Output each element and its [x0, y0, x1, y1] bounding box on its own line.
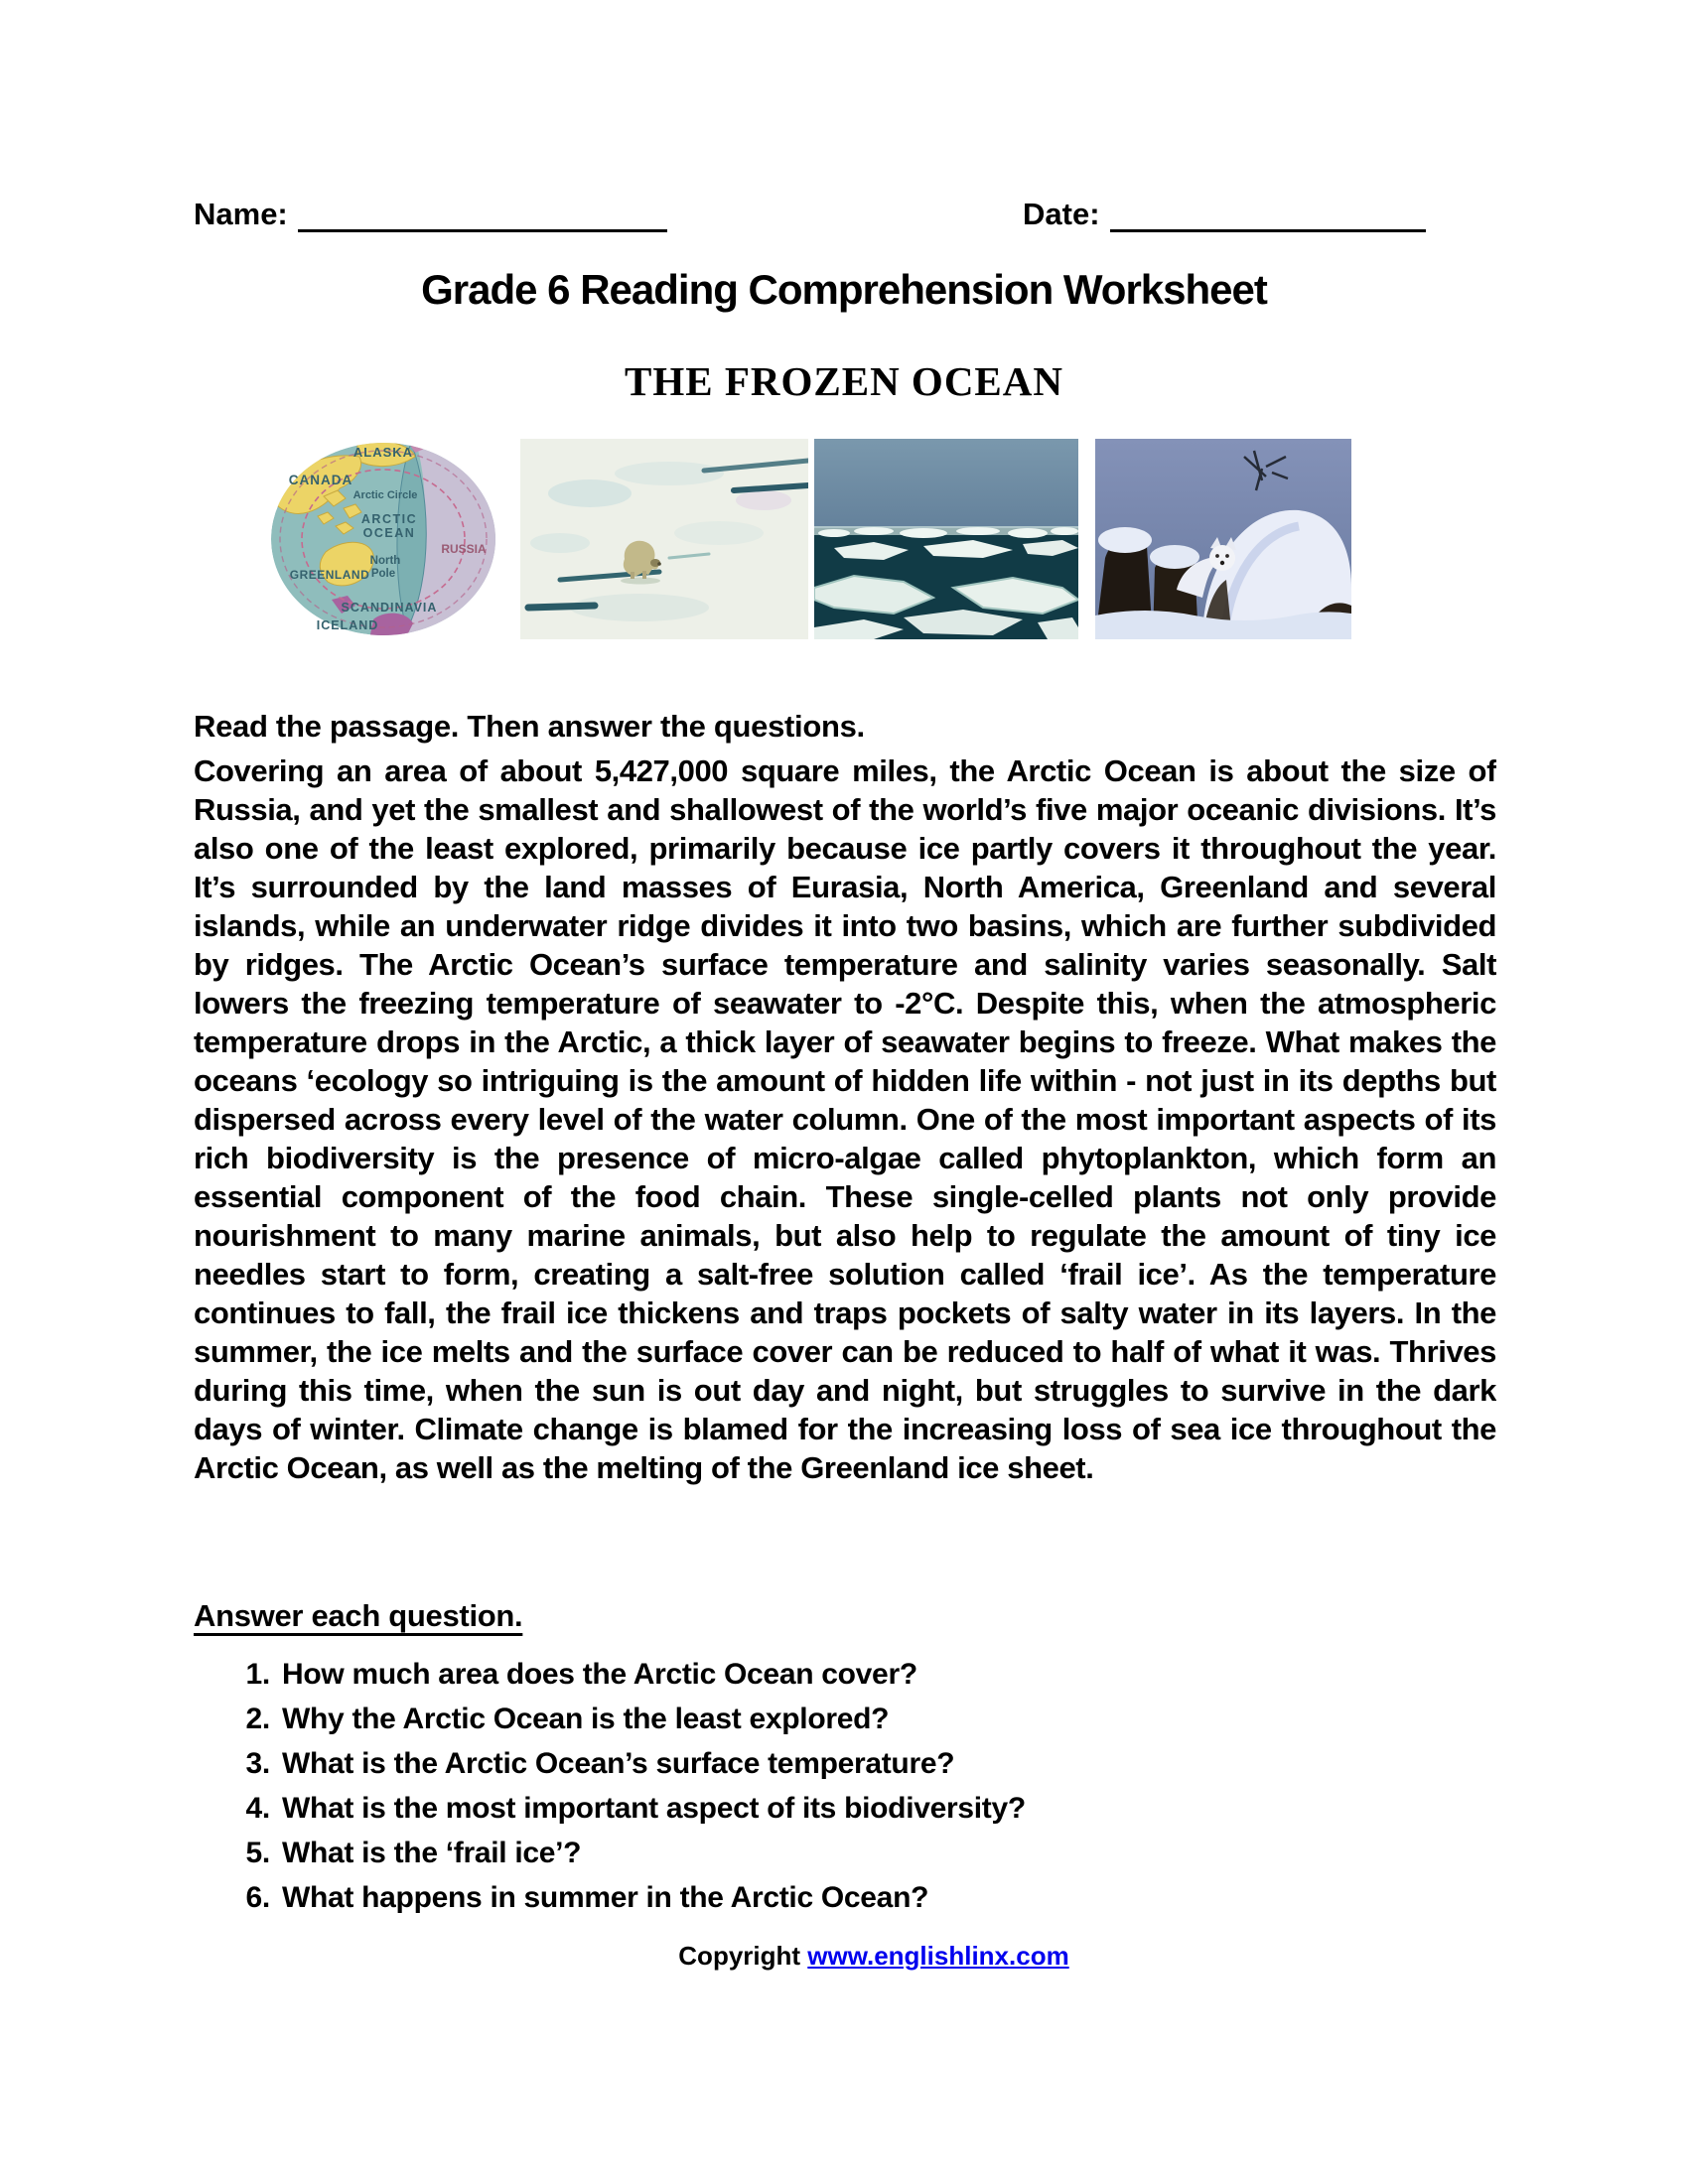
map-label-iceland: ICELAND [316, 618, 379, 632]
name-field [194, 197, 667, 232]
name-blank-line [298, 198, 667, 232]
arctic-map-illustration [266, 439, 502, 639]
question-item-1: 1. How much area does the Arctic Ocean cover? [278, 1656, 1496, 1693]
copyright-line [0, 1941, 1688, 1972]
question-item-5: 5. What is the ‘frail ice’? [278, 1835, 1496, 1871]
questions-heading: Answer each question. [194, 1598, 523, 1633]
map-label-greenland: GREENLAND [289, 568, 370, 582]
question-item-4: 4. What is the most important aspect of its biodiversity? [278, 1790, 1496, 1827]
polar-bear-image [520, 439, 808, 639]
ice-floes-image [814, 439, 1078, 639]
question-item-6: 6. What happens in summer in the Arctic Ocean? [278, 1879, 1496, 1916]
map-label-arctic-circle: Arctic Circle [352, 489, 418, 501]
map-label-pole: Pole [370, 568, 396, 580]
question-item-2: 2. Why the Arctic Ocean is the least explored? [278, 1701, 1496, 1737]
question-item-3: 3. What is the Arctic Ocean’s surface temperature? [278, 1745, 1496, 1782]
polar-bear-illustration [520, 439, 808, 639]
map-label-arctic-ocean-2: OCEAN [362, 526, 416, 540]
reading-passage: Covering an area of about 5,427,000 square miles, the Arctic Ocean is about the size of Russia, and yet the smallest and shallowest of the world’s five major oceanic divisions. It’s also one of the least explored, primarily because ice partly covers it throughout the year. It’s surrounded by the land masses of Eurasia, North America, Greenland and several islands, while an underwater ridge divides it into two basins, which are further subdivided by ridges. The Arctic Ocean’s surface temperature and salinity varies seasonally. Salt lowers the freezing temperature of seawater to -2°C. Despite this, when the atmospheric temperature drops in the Arctic, a thick layer of seawater begins to freeze. What makes the oceans ‘ecology so intriguing is the amount of hidden life within - not just in its depths but dispersed across every level of the water column. One of the most important aspects of its rich biodiversity is the presence of micro-algae called phytoplankton, which form an essential component of the food chain. These single-celled plants not only provide nourishment to many marine animals, but also help to regulate the amount of tiny ice needles start to form, creating a salt-free solution called ‘frail ice’. As the temperature continues to fall, the frail ice thickens and traps pockets of salty water in its layers. In the summer, the ice melts and the surface cover can be reduced to half of what it was. Thrives during this time, when the sun is out day and night, but struggles to survive in the dark days of winter. Climate change is blamed for the increasing loss of sea ice throughout the Arctic Ocean, as well as the melting of the Greenland ice sheet. [194, 753, 1496, 1485]
map-label-north: North [369, 555, 401, 567]
copyright-label: Copyright [678, 1941, 801, 1971]
map-label-scandinavia: SCANDINAVIA [341, 601, 438, 614]
name-label: Name: [194, 197, 288, 231]
passage-title: THE FROZEN OCEAN [625, 358, 1063, 404]
copyright-link[interactable]: www.englishlinx.com [807, 1941, 1069, 1971]
date-blank-line [1110, 198, 1426, 232]
arctic-map-image [266, 439, 502, 639]
instructions-line: Read the passage. Then answer the questions. [194, 709, 865, 744]
ice-floes-illustration [814, 439, 1078, 639]
map-label-alaska: ALASKA [352, 445, 414, 460]
map-label-russia: RUSSIA [441, 542, 487, 556]
date-field [1023, 197, 1426, 232]
page-title: Grade 6 Reading Comprehension Worksheet [421, 266, 1267, 313]
map-label-canada: CANADA [288, 473, 353, 487]
date-label: Date: [1023, 197, 1100, 231]
arctic-fox-illustration [1095, 439, 1351, 639]
arctic-fox-image [1095, 439, 1351, 639]
map-label-arctic-ocean-1: ARCTIC [360, 512, 418, 526]
questions-list [194, 1656, 1496, 1924]
